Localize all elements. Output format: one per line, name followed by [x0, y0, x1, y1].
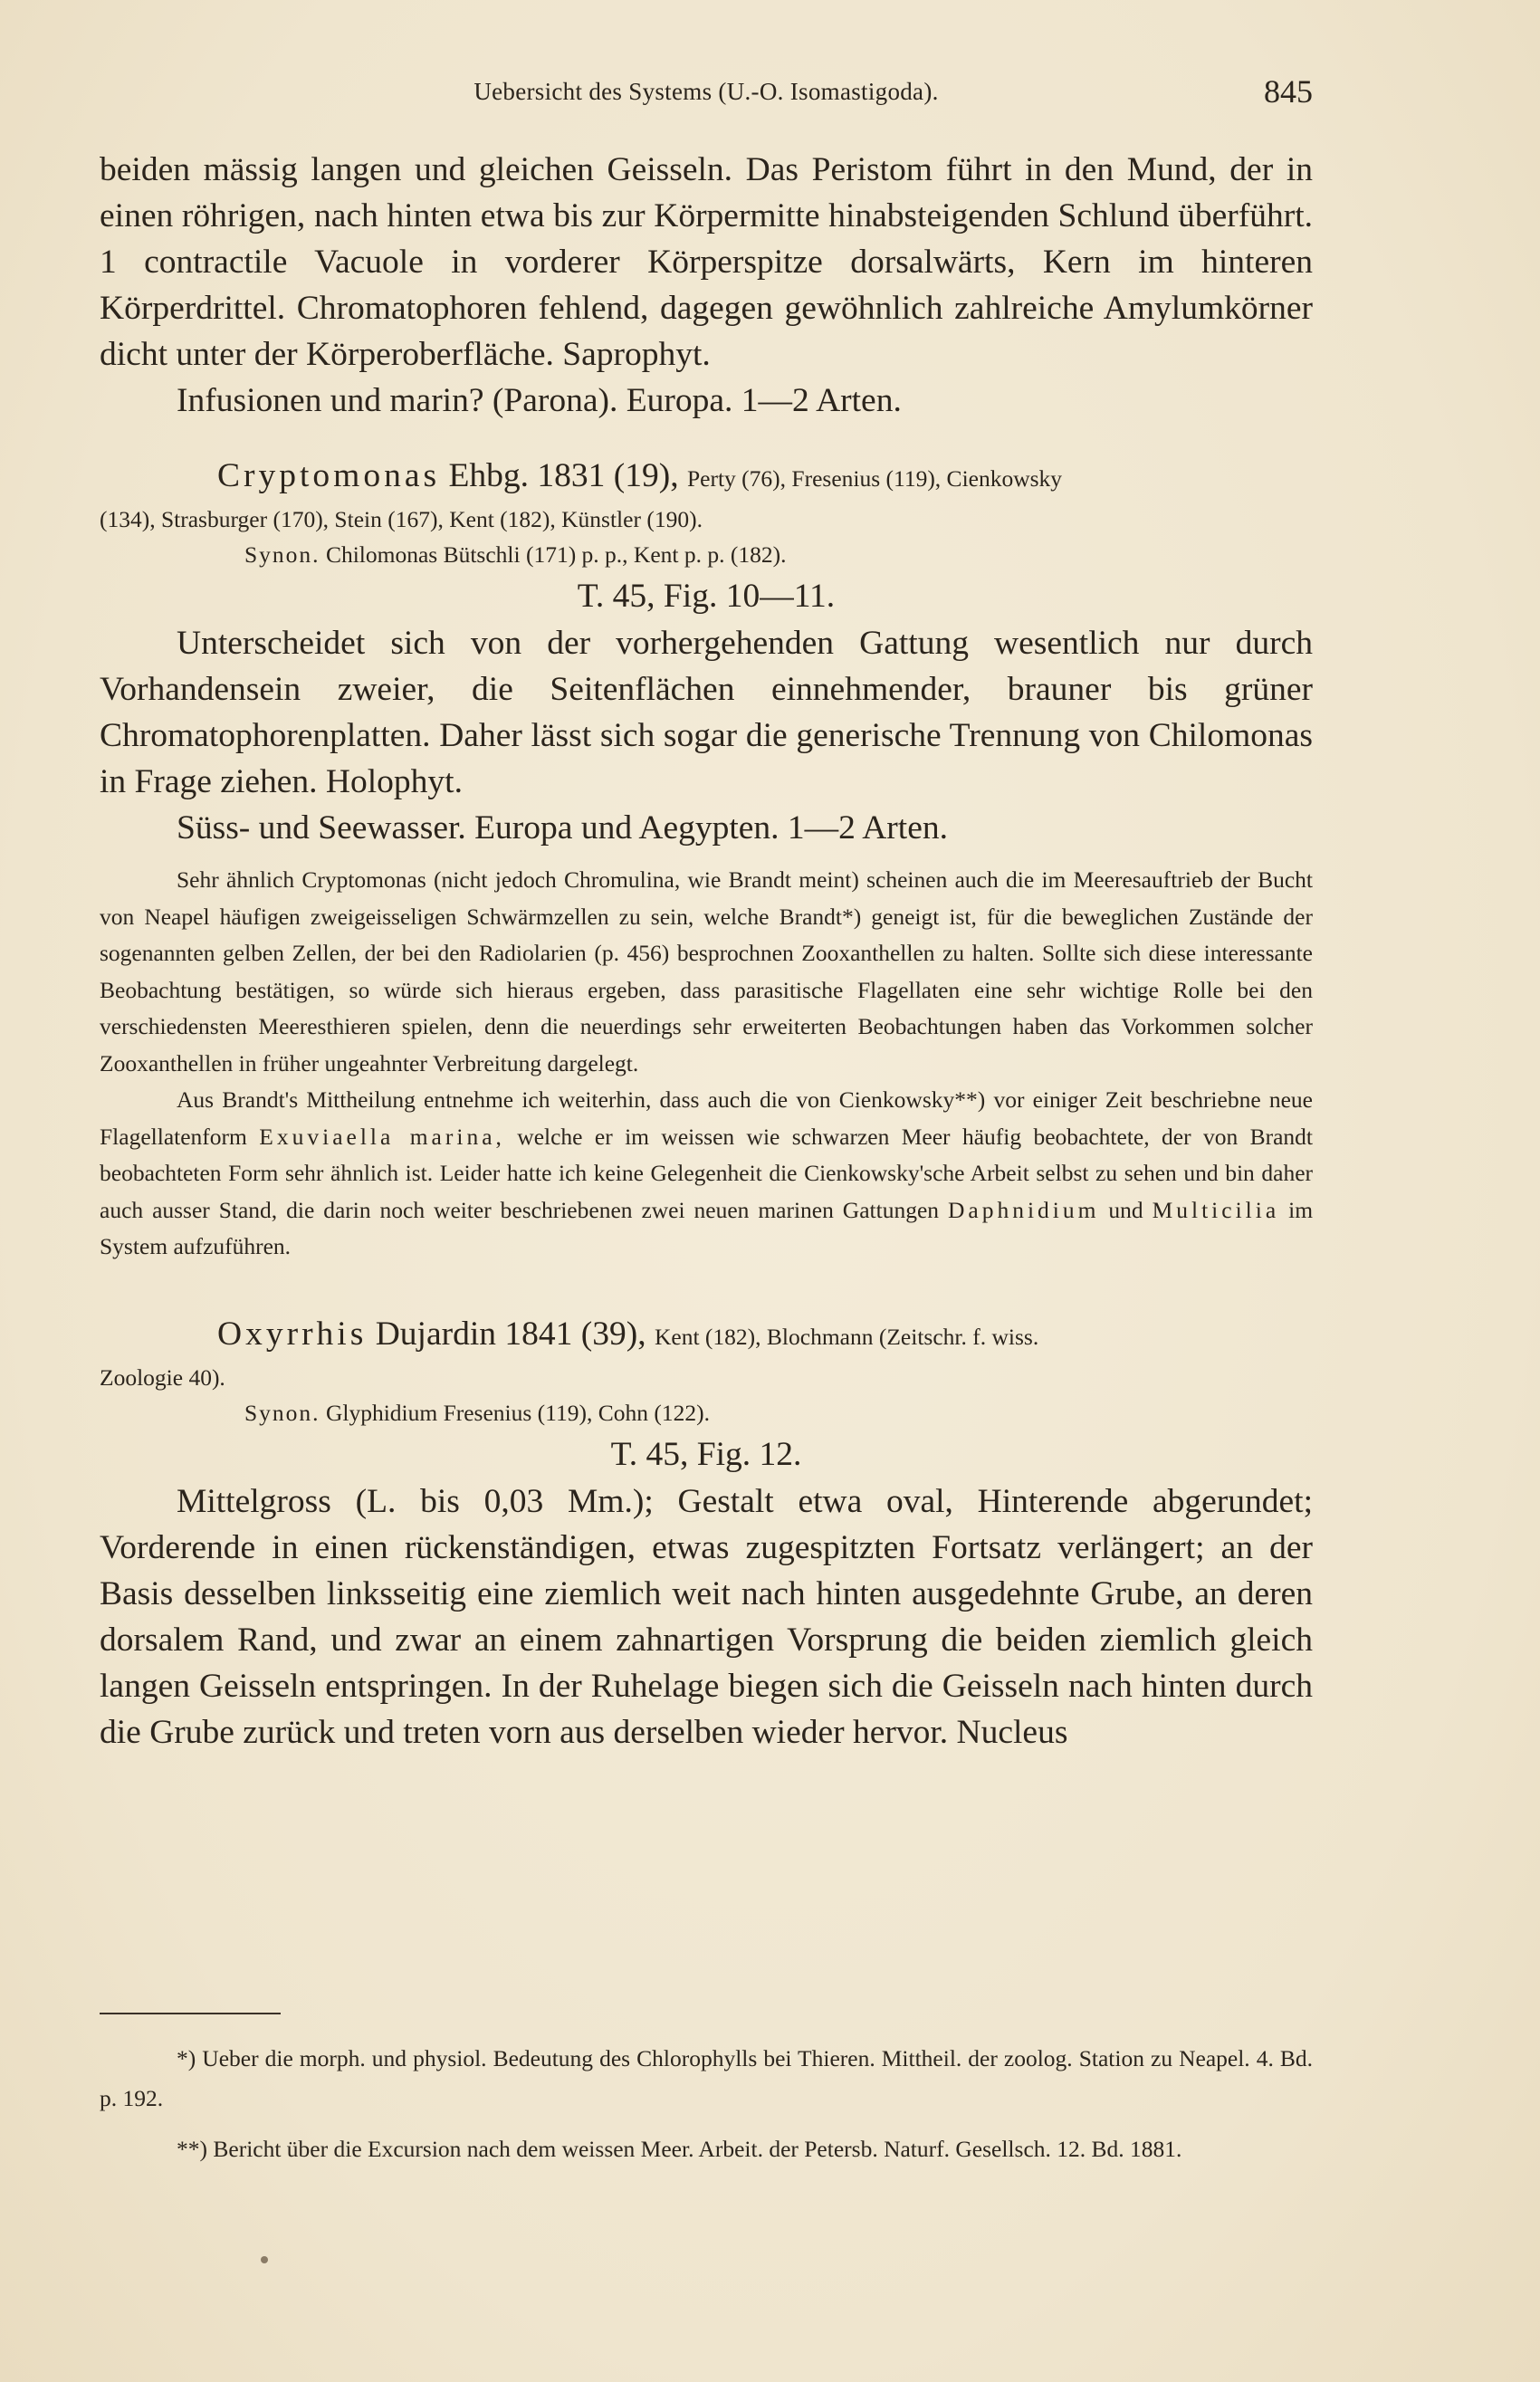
genus-references-continued: (134), Strasburger (170), Stein (167), Kent (182), Künstler (190).	[100, 506, 703, 532]
cryptomonas-heading	[100, 453, 1313, 502]
page-number: 845	[1264, 73, 1313, 110]
genus-name: Cryptomonas	[217, 457, 441, 494]
genus-name: Oxyrrhis	[217, 1315, 368, 1353]
ink-speck	[261, 2256, 268, 2263]
intro-habitat: Infusionen und marin? (Parona). Europa. 1—2 Arten.	[177, 382, 902, 419]
page-header	[100, 72, 1313, 118]
footnote-marker: *)	[177, 2045, 196, 2071]
intro-paragraph: beiden mässig langen und gleichen Geisseln. Das Peristom führt in den Mund, der in einen röhrigen, nach hinten etwa bis zur Körpermitte hinabsteigenden Schlund überführt. 1 contractile Vacuole in vorderer Körperspitze dorsalwärts, Kern im hinteren Körperdrittel. Chromatophoren fehlend, dagegen gewöhnlich zahlreiche Amylumkörner dicht unter der Körperoberfläche. Saprophyt.	[100, 151, 1313, 373]
footnote	[100, 2129, 1313, 2169]
footnote-rule	[100, 2013, 281, 2014]
note-text: und	[1108, 1196, 1143, 1223]
genus-description: Mittelgross (L. bis 0,03 Mm.); Gestalt etwa oval, Hinterende abgerundet; Vorderende in einen rückenständigen, etwas zugespitzten Fortsatz verlängert; an der Basis desselben linksseitig eine ziemlich weit nach hinten ausgedehnte Grube, an deren dorsalem Rand, und zwar an einem zahnartigen Vorsprung die beiden ziemlich gleich langen Geisseln entspringen. In der Ruhelage biegen sich die Geisseln nach hinten durch die Grube zurück und treten vorn aus derselben wieder hervor. Nucleus	[100, 1482, 1313, 1751]
footnote-text: Ueber die morph. und physiol. Bedeutung des Chlorophylls bei Thieren. Mittheil. der zoolog. Station zu Neapel. 4. Bd. p. 192.	[100, 2045, 1314, 2111]
note-text: im System aufzuführen.	[100, 1196, 1314, 1259]
synonym-label: Synon.	[244, 1399, 320, 1426]
note-paragraph: Sehr ähnlich Cryptomonas (nicht jedoch Chromulina, wie Brandt meint) scheinen auch die im Meeresauftrieb der Bucht von Neapel häufigen zweigeisseligen Schwärmzellen zu sein, welche Brandt*) geneigt ist, für die beweglichen Zustände der sogenannten gelben Zellen, der bei den Radiolarien (p. 456) besprochnen Zooxanthellen zu halten. Sollte sich diese interessante Beobachtung bestätigen, so würde sich hieraus ergeben, dass parasitische Flagellaten eine sehr wichtige Rolle bei den verschiedensten Meeresthieren spielen, denn die neuerdings sehr erweiterten Beobachtungen haben das Vorkommen solcher Zooxanthellen in früher ungeahnter Verbreitung dargelegt.	[100, 866, 1313, 1076]
genus-references: Perty (76), Fresenius (119), Cienkowsky	[686, 465, 1063, 492]
genus-description: Unterscheidet sich von der vorhergehenden Gattung wesentlich nur durch Vorhandensein zweier, die Seitenflächen einnehmender, brauner bis grüner Chromatophorenplatten. Daher lässt sich sogar die generische Trennung von Chilomonas in Frage ziehen. Holophyt.	[100, 625, 1313, 800]
page-body	[100, 147, 1313, 1755]
synonym-text: Chilomonas Bütschli (171) p. p., Kent p. p. (182).	[325, 541, 787, 568]
figure-reference: T. 45, Fig. 12.	[610, 1435, 802, 1473]
genus-references-continued: Zoologie 40).	[100, 1363, 225, 1391]
synonym-line	[100, 537, 1313, 573]
synonym-text: Glyphidium Fresenius (119), Cohn (122).	[325, 1399, 710, 1426]
running-title: Uebersicht des Systems (U.-O. Isomastigoda).	[473, 78, 939, 105]
genus-name: Daphnidium	[947, 1196, 1100, 1223]
genus-habitat: Süss- und Seewasser. Europa und Aegypten. 1—2 Arten.	[177, 809, 948, 847]
species-name: Exuviaella marina,	[259, 1123, 505, 1150]
footnotes	[100, 2039, 1313, 2169]
note-text: Aus Brandt's Mittheilung entnehme ich weiterhin, dass auch die von Cienkowsky**) vor einiger Zeit beschriebne neue Flagellatenform	[100, 1086, 1313, 1150]
footnote-marker: **)	[177, 2136, 207, 2162]
figure-reference: T. 45, Fig. 10—11.	[577, 578, 836, 615]
genus-authority: Dujardin 1841 (39),	[375, 1315, 646, 1353]
note-text: welche er im weissen wie schwarzen Meer häufig beobachtete, der von Brandt beobachteten Form sehr ähnlich ist. Leider hatte ich keine Gelegenheit die Cienkowsky'sche Arbeit selbst zu sehen und bin daher auch ausser Stand, die darin noch weiter beschriebenen zwei neuen marinen Gattungen	[100, 1123, 1314, 1223]
genus-name: Multicilia	[1152, 1196, 1280, 1223]
genus-authority: Ehbg. 1831 (19),	[448, 457, 679, 494]
synonym-label: Synon.	[244, 541, 320, 568]
genus-references: Kent (182), Blochmann (Zeitschr. f. wiss.	[654, 1323, 1039, 1350]
footnote	[100, 2039, 1313, 2119]
synonym-line	[100, 1395, 1313, 1431]
footnote-text: Bericht über die Excursion nach dem weissen Meer. Arbeit. der Petersb. Naturf. Gesellsch. 12. Bd. 1881.	[213, 2136, 1182, 2162]
oxyrrhis-heading	[100, 1311, 1313, 1361]
note-paragraph	[100, 1082, 1313, 1266]
